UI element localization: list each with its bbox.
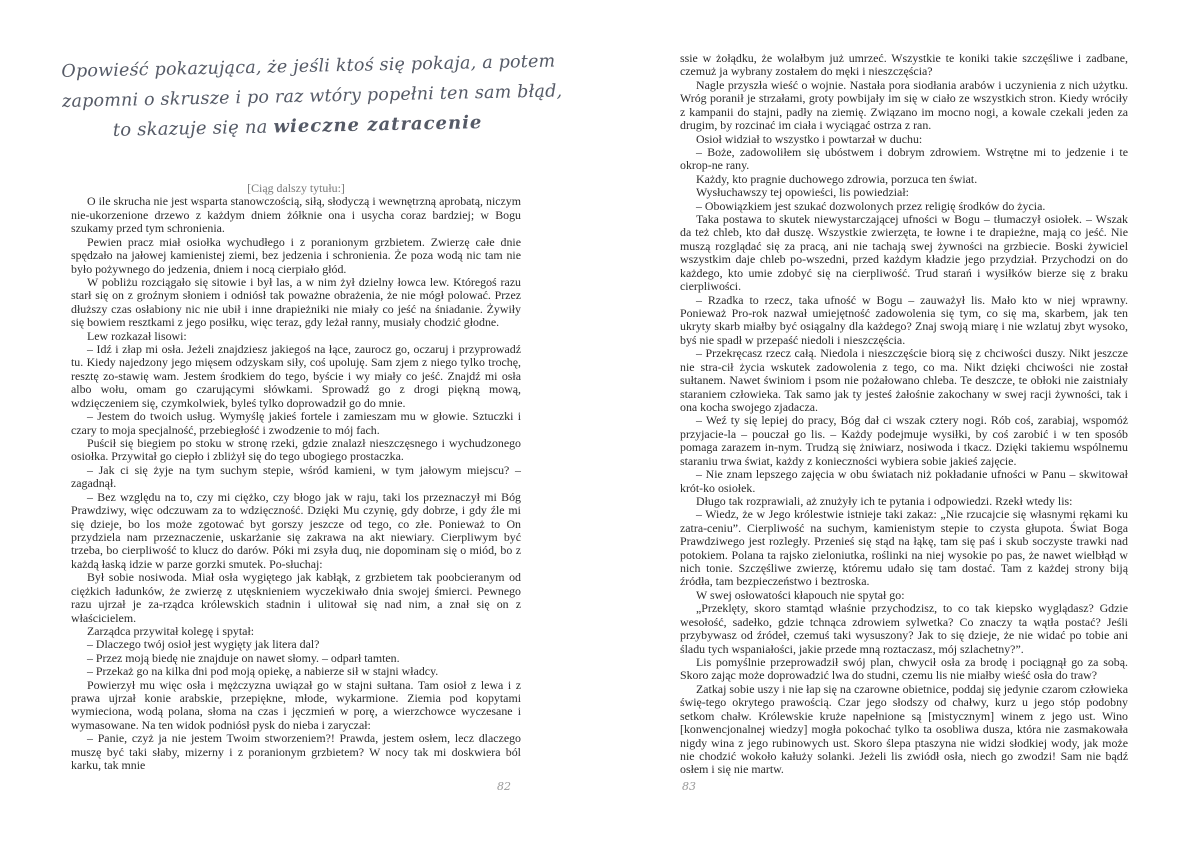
paragraph: – Rzadka to rzecz, taka ufność w Bogu – zauważył lis. Mało kto w niej wprawny. Ponieważ Pro-rok nazwał umiejętność zadowolenia się tym, co się ma, skarbem, jak ten ukryty skarb miałby być osiągalny dla każdego? Znaj swoją miarę i nie wzlatuj zbyt wysoko, byś nie spadł w przepaść niedoli i nieszczęścia.	[680, 292, 1128, 347]
paragraph: Pewien pracz miał osiołka wychudłego i z poranionym grzbietem. Zwierzę całe dnie spędzało na jałowej kamienistej ziemi, bez jedzenia i schronienia. Że poza wodą nic tam nie było pożywnego do jedzenia, dniem i nocą cierpiało głód.	[71, 234, 521, 276]
paragraph: – Przekaż go na kilka dni pod moją opiekę, a nabierze sił w stajni władcy.	[87, 664, 439, 679]
paragraph: Osioł widział to wszystko i powtarzał w duchu:	[696, 131, 923, 146]
paragraph: – Boże, zadowoliłem się ubóstwem i dobrym zdrowiem. Wstrętne mi to jedzenie i te okrop-ne rany.	[680, 144, 1128, 173]
page-number: 83	[682, 780, 696, 793]
paragraph: Powierzył mu więc osła i mężczyzna uwiązał go w stajni sułtana. Tam osioł z lewa i z prawa ujrzał konie arabskie, przepiękne, młode, wykarmione. Ziemia pod kopytami wymieciona, wodą polana, słoma na czas i jęczmień w porę, a wierzchowce wyczesane i wymasowane. Na ten widok podniósł pysk do nieba i zaryczał:	[71, 677, 521, 732]
handwritten-title	[61, 47, 563, 147]
paragraph: W pobliżu rozciągało się sitowie i był las, a w nim żył dzielny łowca lew. Któregoś razu starł się on z groźnym słoniem i odniósł tak poważne obrażenia, że nie mógł polować. Przez dłuższy czas osłabiony nic nie ubił i inne drapieżniki nie miały co jeść na śniadanie. Żywiły się bowiem resztkami z jego posiłku, więc teraz, gdy leżał ranny, musiały chodzić głodne.	[71, 274, 521, 330]
right-page	[596, 0, 1191, 842]
section-subtitle: [Ciąg dalszy tytułu:]	[247, 181, 345, 195]
paragraph: Długo tak rozprawiali, aż znużyły ich te pytania i odpowiedzi. Rzekł wtedy lis:	[696, 493, 1073, 508]
paragraph: Był sobie nosiwoda. Miał osła wygiętego jak kabłąk, z grzbietem tak poobcieranym od ciężkich ładunków, że zwierzę z utęsknieniem wyczekiwało dnia swojej śmierci. Pewnego razu ujrzał je za-rządca królewskich stadnin i ulitował się nad nim, a znał się on z właścicielem.	[71, 570, 521, 625]
paragraph: O ile skrucha nie jest wsparta stanowczością, siłą, słodyczą i wewnętrzną aprobatą, niczym nie-ukorzenione drzewo z każdym dniem żółknie ona i usycha coraz bardziej; w Bogu szukamy przed tym schronienia.	[71, 194, 521, 236]
paragraph: – Panie, czyż ja nie jestem Twoim stworzeniem?! Prawda, jestem osłem, lecz dlaczego muszę być taki słaby, mizerny i z poranionym grzbietem? W nocy tak mi doskwiera ból karku, tak mnie	[71, 731, 521, 773]
paragraph: – Weź ty się lepiej do pracy, Bóg dał ci wszak cztery nogi. Rób coś, zarabiaj, wspomóż przyjacie-la – pouczał go lis. – Każdy podejmuje wysiłki, by coś zarobić i w ten sposób pomaga zarazem in-nym. Trudzą się żniwiarz, nosiwoda i tkacz. Dzięki takiemu wspólnemu staraniu trwa świat, każdy z konieczności wybiera sobie jakieś zajęcie.	[680, 413, 1128, 468]
paragraph: – Nie znam lepszego zajęcia w obu światach niż pokładanie ufności w Panu – skwitował krót-ko osiołek.	[680, 467, 1128, 495]
paragraph: – Idź i złap mi osła. Jeżeli znajdziesz jakiegoś na łące, zaurocz go, oczaruj i przyprowadź tu. Kiedy najedzony jego mięsem odzyskam siły, coś upoluję. Sam zjem z niego tylko trochę, resztę zo-stawię wam. Jestem środkiem do tego, byście i wy miały co jeść. Znajdź mi osła albo wołu, omam go czarującymi słówkami. Sprowadź go z drogi piękną mową, wdzięczeniem się, czymkolwiek, byleś tylko doprowadził go do mnie.	[71, 342, 521, 410]
paragraph: – Obowiązkiem jest szukać dozwolonych przez religię środków do życia.	[696, 198, 1046, 213]
paragraph: Taka postawa to skutek niewystarczającej ufności w Bogu – tłumaczył osiołek. – Wszak da też chleb, kto dał duszę. Wszystkie zwierzęta, te łowne i te drapieżne, mają co jeść. Nie muszą rozglądać się za pracą, ani nie tachają swej żywności na grzbiecie. Boski żywiciel wszystkim daje chleb po-wszedni, przed każdym kładzie jego przydział. Przychodzi on do każdego, kto umie zdobyć się na cierpliwość. Trud starań i wysiłków bierze się z braku cierpliwości.	[680, 212, 1128, 294]
paragraph: Zarządca przywitał kolegę i spytał:	[87, 623, 255, 638]
paragraph: – Jestem do twoich usług. Wymyślę jakieś fortele i zamieszam mu w głowie. Sztuczki i czary to moja specjalność, przebiegłość i zwodzenie to mój fach.	[71, 409, 521, 437]
paragraph: Wysłuchawszy tej opowieści, lis powiedział:	[696, 185, 909, 200]
title-line-2: zapomni o skrusze i po raz wtóry popełni ten sam błąd,	[61, 81, 563, 112]
paragraph: Lew rozkazał lisowi:	[87, 328, 187, 343]
paragraph: – Przez moją biedę nie znajduje on nawet słomy. – odparł tamten.	[87, 650, 400, 665]
title-line-1: Opowieść pokazująca, że jeśli ktoś się pokaja, a potem	[61, 51, 556, 82]
right-page-body	[680, 52, 1128, 777]
title-line-3-start: to skazuje się na	[112, 116, 274, 141]
paragraph: Puścił się biegiem po stoku w stronę rzeki, gdzie znalazł nieszczęsnego i wychudzonego osiołka. Przywitał go ciepło i zbliżył się do tego ubogiego prostaczka.	[71, 436, 521, 464]
paragraph: „Przeklęty, skoro stamtąd właśnie przychodzisz, to co tak kiepsko wyglądasz? Gdzie wesołość, sadełko, gdzie tchnąca zdrowiem sylwetka? Co znaczy ta wątła postać? Jeśli przybywasz od źródeł, czemuś taki wysuszony? Jak to się dzieje, że nie widać po tobie ani śladu tych wspaniałości, jakie przede mną roztaczasz, mój szlachetny?”.	[680, 601, 1128, 656]
paragraph: – Dlaczego twój osioł jest wygięty jak litera dal?	[87, 637, 320, 652]
paragraph: Zatkaj sobie uszy i nie łap się na czarowne obietnice, poddaj się jedynie czarom człowieka świę-tego okrytego prawością. Czar jego słodszy od chałwy, kurz u jego stóp podobny setkom chałw. Królewskie krużе napełnione są [mistycznym] winem z jego ust. Wino [konwencjonalnej wiedzy] mogła pokochać tylko ta osobliwa dusza, która nie zasmakowała nigdy wina z jego rubinowych ust. Skoro ślepa ptaszyna nie widzi słodkiej wody, jak może nie chodzić wokoło kałuży solanki. Jeżeli lis zwiódł osła, niech go zwodzi! Sam nie bądź osłem i się nie martw.	[680, 681, 1128, 777]
paragraph: – Bez względu na to, czy mi ciężko, czy błogo jak w raju, taki los przeznaczył mi Bóg Prawdziwy, więc odczuwam za to wdzięczność. Dzięki Mu czynię, gdy dobrze, i gdy źle mi się dzieje, bo los może zgotować byt gorszy jeszcze od tego, co złe. Ponieważ to On przydziela nam przeznaczenie, uskarżanie się zakrawa na akt niewiary. Cierpliwym być trzeba, bo cierpliwość to klucz do darów. Póki mi zsyła duq, nie dopominam się o miód, bo z każdą łaską idzie w parze gorzki smutek. Po-słuchaj:	[71, 489, 521, 571]
paragraph: – Wiedz, że w Jego królestwie istnieje taki zakaz: „Nie rzucajcie się własnymi rękami ku zatra-ceniu”. Cierpliwość na suchym, kamienistym stepie to czysta głupota. Świat Boga Prawdziwego jest rozległy. Przenieś się stąd na łąkę, tam się paś i skub soczyste trawki nad potokiem. Polana ta rajsko zieloniutka, roślinki na niej wysokie po pas, że nawet wielbłąd w nich tonie. Szczęśliwe zwierzę, któremu udało się tam dostać. Tam z każdej strony biją źródła, tam bezpieczeństwo i beztroska.	[680, 507, 1128, 589]
title-line-3-emphasis: wieczne zatracenie	[273, 112, 483, 138]
left-page	[0, 0, 595, 842]
left-page-body	[71, 182, 521, 773]
page-number: 82	[497, 780, 511, 793]
paragraph: Lis pomyślnie przeprowadził swój plan, chwycił osła za brodę i pociągnął go za sobą. Skoro zając może doprowadzić lwa do studni, czemu lis nie miałby wieść osła do traw?	[680, 654, 1128, 683]
paragraph: – Przekręcasz rzecz całą. Niedola i nieszczęście biorą się z chciwości duszy. Nikt jeszcze nie stra-cił życia wskutek zadowolenia z tego, co ma. Nikt dzięki chciwości nie został sułtanem. Nawet świniom i psom nie pożałowano chleba. Te deszcze, te obłoki nie zaistniały staraniem człowieka. Tak samo jak ty jesteś żałośnie zakochany w swej racji żywności, tak i ona kocha swojego zjadacza.	[680, 346, 1128, 414]
paragraph-continued: ssie w żołądku, że wolałbym już umrzeć. Wszystkie te koniki takie szczęśliwe i zadbane, czemuż ja wybrany zostałem do męki i nieszczęścia?	[680, 51, 1128, 79]
paragraph: Nagle przyszła wieść o wojnie. Nastała pora siodłania arabów i uczynienia z nich użytku. Wróg poranił je strzałami, groty powbijały im się w ciało ze wszystkich stron. Kiedy wróciły z kampanii do stajni, padły na ziemię. Związano im mocno nogi, a kowale czekali jeden za drugim, by rozcinać im ciała i wyciągać ostrza z ran.	[680, 77, 1128, 133]
paragraph: – Jak ci się żyje na tym suchym stepie, wśród kamieni, w tym jałowym miejscu? – zagadnął.	[71, 462, 521, 491]
paragraph: W swej osłowatości kłapouch nie spytał go:	[696, 587, 905, 602]
paragraph: Każdy, kto pragnie duchowego zdrowia, porzuca ten świat.	[696, 171, 978, 186]
